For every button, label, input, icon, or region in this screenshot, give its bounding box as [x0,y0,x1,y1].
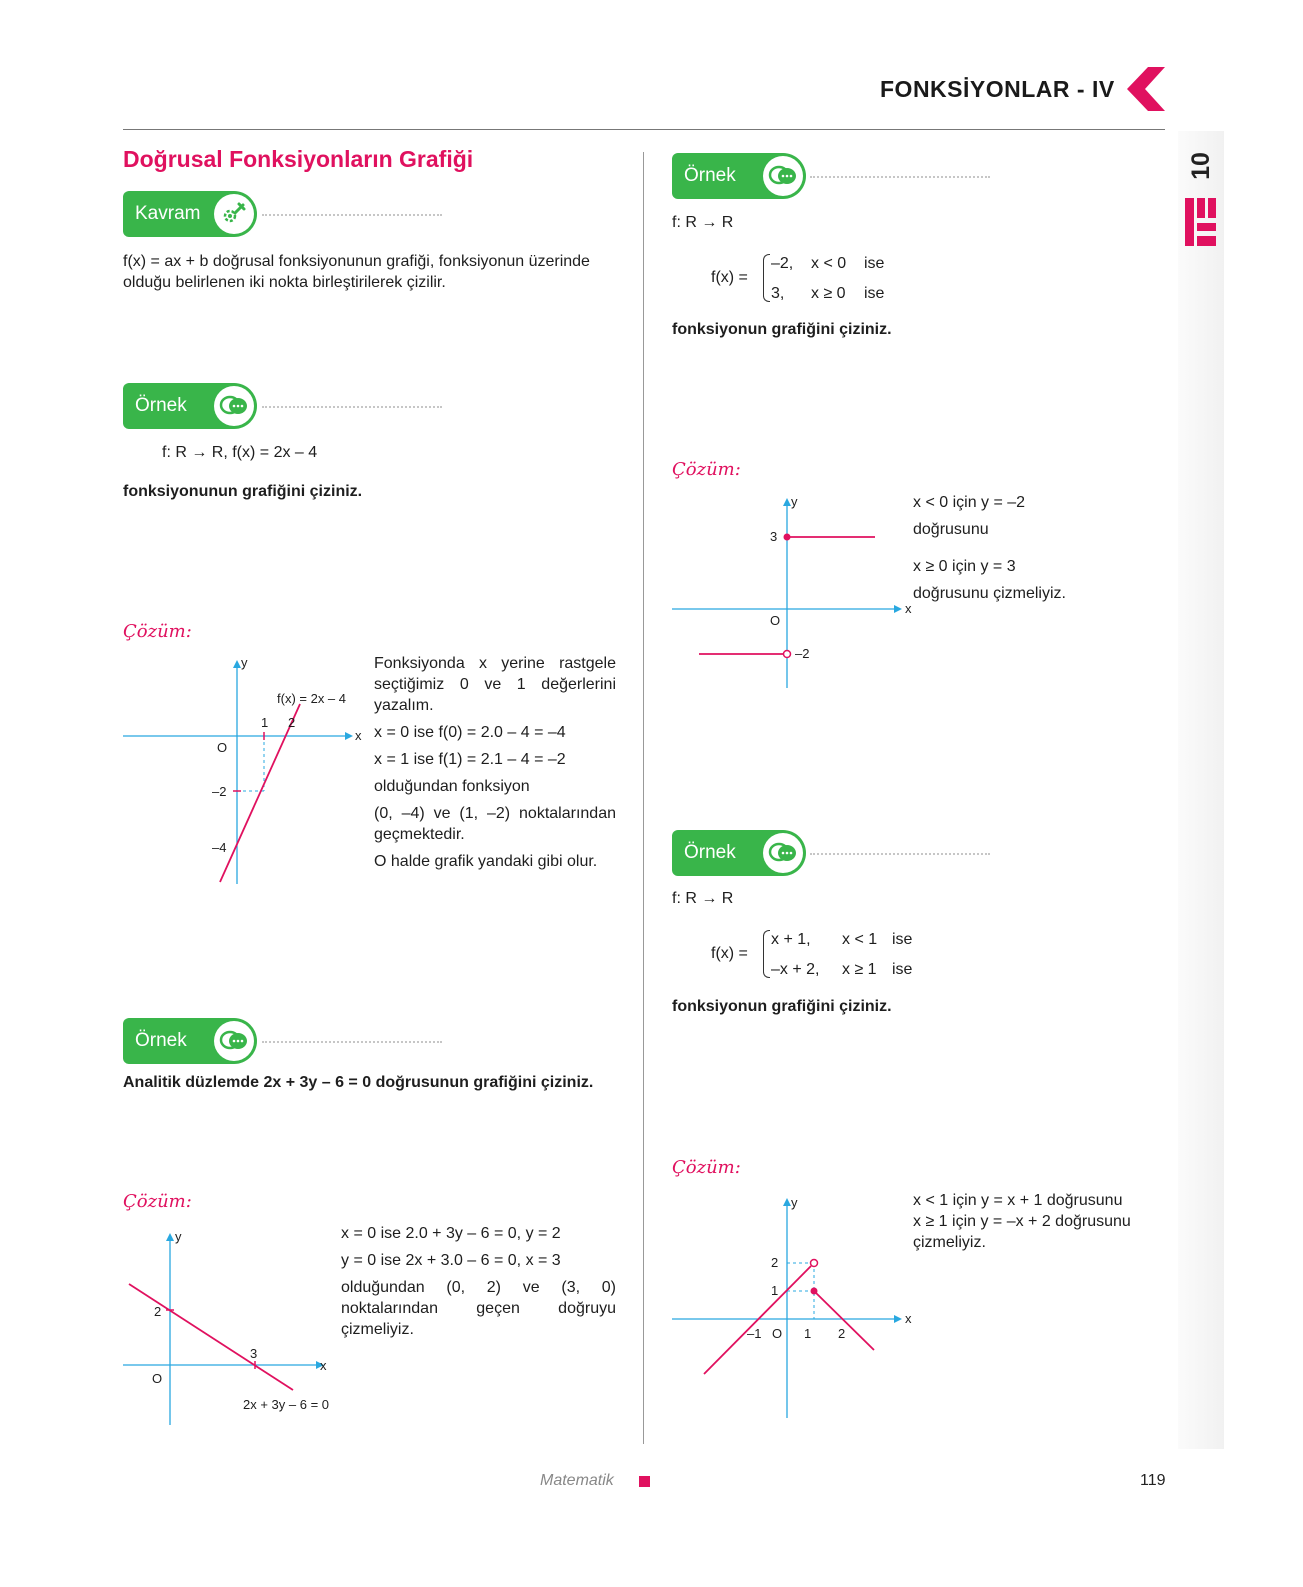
dotted-rule [262,1041,442,1043]
solution-line: y = 0 ise 2x + 3.0 – 6 = 0, x = 3 [341,1252,561,1269]
footer-square-icon [639,1476,650,1487]
example1-function: f: R → R, f(x) = 2x – 4 [162,444,318,461]
case-expr: x + 1, [771,931,811,948]
tick-x-2: 2 [288,715,296,730]
example3-task: fonksiyonun grafiğini çiziniz. [672,321,892,338]
cozum-label: Çözüm: [123,1191,192,1212]
solution-line: çizmeliyiz. [913,1234,986,1251]
y-axis-label: y [791,1195,798,1210]
kavram-label: Kavram [135,203,201,224]
page-number: 119 [1140,1472,1166,1489]
tick-x-1: 1 [261,715,269,730]
graph-piecewise-linear [664,1190,924,1422]
tick-x-1: 1 [804,1326,812,1341]
footer-subject: Matematik [540,1472,614,1489]
dotted-rule [262,214,442,216]
example2-task: Analitik düzlemde 2x + 3y – 6 = 0 doğrusunun grafiğini çiziniz. [123,1074,594,1091]
solution-line: x ≥ 1 için y = –x + 2 doğrusunu [913,1213,1131,1230]
function-label: 2x + 3y – 6 = 0 [243,1397,330,1412]
example4-solution [913,1190,1131,1253]
example4-fx: f(x) = [711,945,748,962]
example3-domain: f: R → R [672,214,734,231]
example1-solution [374,653,616,872]
side-tab [1178,131,1224,1449]
case-cond: x ≥ 0 [811,285,846,302]
example1-task: fonksiyonunun grafiğini çiziniz. [123,483,363,500]
dotted-rule [810,176,990,178]
section-title: Doğrusal Fonksiyonların Grafiği [123,146,474,172]
y-axis-label: y [175,1229,182,1244]
solution-line: x = 0 ise f(0) = 2.0 – 4 = –4 [374,724,566,741]
tick-y-3: 3 [770,529,778,544]
ornek-badge-3 [672,153,806,199]
example4-domain: f: R → R [672,890,734,907]
speech-bubbles-icon [214,386,254,426]
case-cond: x < 0 [811,255,847,272]
tick-y-minus2: –2 [212,784,227,799]
chapter-number: 10 [1187,152,1215,180]
origin-label: O [152,1371,163,1386]
tick-x-3: 3 [250,1346,258,1361]
case-word: ise [864,285,885,302]
x-axis-label: x [355,728,362,743]
ornek-label: Örnek [135,1030,187,1051]
case-expr: –x + 2, [771,961,820,978]
tick-x-minus1: –1 [747,1326,762,1341]
origin-label: O [772,1326,783,1341]
solution-line: doğrusunu çizmeliyiz. [913,585,1066,602]
x-axis-label: x [905,601,912,616]
column-divider [643,152,644,1444]
ornek-badge-4 [672,830,806,876]
tick-y-minus4: –4 [212,840,227,855]
solution-line: x = 0 ise 2.0 + 3y – 6 = 0, y = 2 [341,1225,561,1242]
case-cond: x ≥ 1 [842,961,877,978]
chapter-chevron-icon [1124,66,1166,112]
function-label: f(x) = 2x – 4 [277,691,346,706]
ornek-badge-1 [123,383,257,429]
fen-logo-icon [1185,196,1217,248]
case-word: ise [892,961,913,978]
wrench-gear-icon [214,194,254,234]
case-expr: –2, [771,255,794,272]
chapter-title: FONKSİYONLAR - IV [880,76,1115,102]
solution-line: x < 0 için y = –2 [913,494,1026,511]
piecewise-brace [763,254,770,302]
ornek-label: Örnek [684,842,736,863]
origin-label: O [770,613,781,628]
solution-line: Fonksiyonda x yerine rastgele seçtiğimiz 0 ve 1 değerlerini yazalım. [374,655,616,714]
example3-solution [913,492,1066,604]
solution-line: O halde grafik yandaki gibi olur. [374,853,598,870]
tick-y-1: 1 [771,1283,779,1298]
y-axis-label: y [791,494,798,509]
example2-solution [341,1223,616,1340]
kavram-badge [123,191,257,237]
graph-linear-2x-4 [115,652,365,892]
case-cond: x < 1 [842,931,878,948]
piecewise-brace [763,930,770,978]
y-axis-label: y [241,655,248,670]
case-expr: 3, [771,285,785,302]
solution-line: x < 1 için y = x + 1 doğrusunu [913,1192,1123,1209]
example3-fx: f(x) = [711,269,748,286]
case-word: ise [892,931,913,948]
x-axis-label: x [320,1358,327,1373]
origin-label: O [217,740,228,755]
tick-x-2: 2 [838,1326,846,1341]
ornek-label: Örnek [684,165,736,186]
dotted-rule [262,406,442,408]
example4-task: fonksiyonun grafiğini çiziniz. [672,998,892,1015]
solution-line: olduğundan (0, 2) ve (3, 0) noktalarından geçen doğruyu çizmeliyiz. [341,1279,616,1338]
tick-y-2: 2 [771,1255,779,1270]
case-word: ise [864,255,885,272]
tick-y-minus2: –2 [795,646,810,661]
solution-line: x ≥ 0 için y = 3 [913,558,1016,575]
graph-step-function [664,490,924,695]
speech-bubbles-icon [763,156,803,196]
cozum-label: Çözüm: [123,621,192,642]
speech-bubbles-icon [763,833,803,873]
solution-line: (0, –4) ve (1, –2) noktalarından geçmektedir. [374,805,616,843]
graph-2x-3y-6 [115,1225,345,1430]
dotted-rule [810,853,990,855]
solution-line: x = 1 ise f(1) = 2.1 – 4 = –2 [374,751,566,768]
solution-line: doğrusunu [913,521,989,538]
kavram-text: f(x) = ax + b doğrusal fonksiyonunun grafiği, fonksiyonun üzerinde olduğu belirlenen iki nokta birleştirilerek çizilir. [123,253,590,291]
x-axis-label: x [905,1311,912,1326]
ornek-badge-2 [123,1018,257,1064]
tick-y-2: 2 [154,1304,162,1319]
solution-line: olduğundan fonksiyon [374,778,530,795]
cozum-label: Çözüm: [672,1157,741,1178]
ornek-label: Örnek [135,395,187,416]
header-rule [123,129,1165,130]
speech-bubbles-icon [214,1021,254,1061]
cozum-label: Çözüm: [672,459,741,480]
